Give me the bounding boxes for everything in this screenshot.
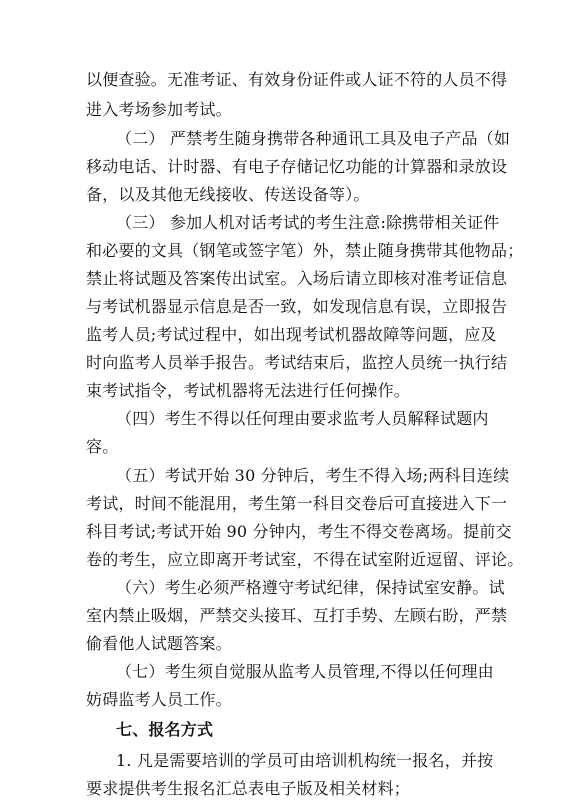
p1-line-2: 进入考场参加考试。 [86,100,232,119]
p6-line-1: （六）考生必须严格遵守考试纪律，保持试室安静。试 [116,578,505,597]
p7-line-2: 妨碍监考人员工作。 [86,690,232,709]
p3-line-6: 时向监考人员举手报告。考试结束后，监控人员统一执行结 [86,353,508,372]
p5-line-3: 科目考试;考试开始 90 分钟内，考生不得交卷离场。提前交 [86,522,512,541]
p2-line-2: 移动电话、计时器、有电子存储记忆功能的计算器和录放设 [86,157,508,176]
p4-line-2: 容。 [86,437,119,456]
p5-line-1: （五）考试开始 30 分钟后，考生不得入场;两科目连续 [116,466,510,485]
p5-line-4: 卷的考生，应立即离开考试室，不得在试室附近逗留、评论。 [86,550,524,569]
p5-line-2: 考试，时间不能混用，考生第一科目交卷后可直接进入下一 [86,494,508,513]
p6-line-3: 偷看他人试题答案。 [86,634,232,653]
p2-line-1: （二） 严禁考生随身携带各种通讯工具及电子产品（如 [116,129,511,148]
p3-line-4: 与考试机器显示信息是否一致，如发现信息有误，立即报告 [86,297,508,316]
p3-line-1: （三） 参加人机对话考试的考生注意:除携带相关证件 [116,213,500,232]
p6-line-2: 室内禁止吸烟，严禁交头接耳、互打手势、左顾右盼，严禁 [86,606,508,625]
section-heading: 七、报名方式 [116,720,214,739]
item-1-line-2: 要求提供考生报名汇总表电子版及相关材料； [86,779,411,798]
p3-line-7: 束考试指令，考试机器将无法进行任何操作。 [86,381,411,400]
item-1-line-1: 1. 凡是需要培训的学员可由培训机构统一报名，并按 [116,751,494,770]
p7-line-1: （七）考生须自觉服从监考人员管理,不得以任何理由 [116,662,494,681]
p1-line-1: 以便查验。无准考证、有效身份证件或人证不符的人员不得 [86,70,508,89]
p2-line-3: 备，以及其他无线接收、传送设备等）。 [86,185,370,204]
p4-line-1: （四）考生不得以任何理由要求监考人员解释试题内 [116,409,489,428]
p3-line-3: 禁止将试题及答案传出试室。入场后请立即核对准考证信息 [86,269,508,288]
p3-line-2: 和必要的文具（钢笔或签字笔）外，禁止随身携带其他物品； [86,241,524,260]
p3-line-5: 监考人员;考试过程中，如出现考试机器故障等问题，应及 [86,325,497,344]
